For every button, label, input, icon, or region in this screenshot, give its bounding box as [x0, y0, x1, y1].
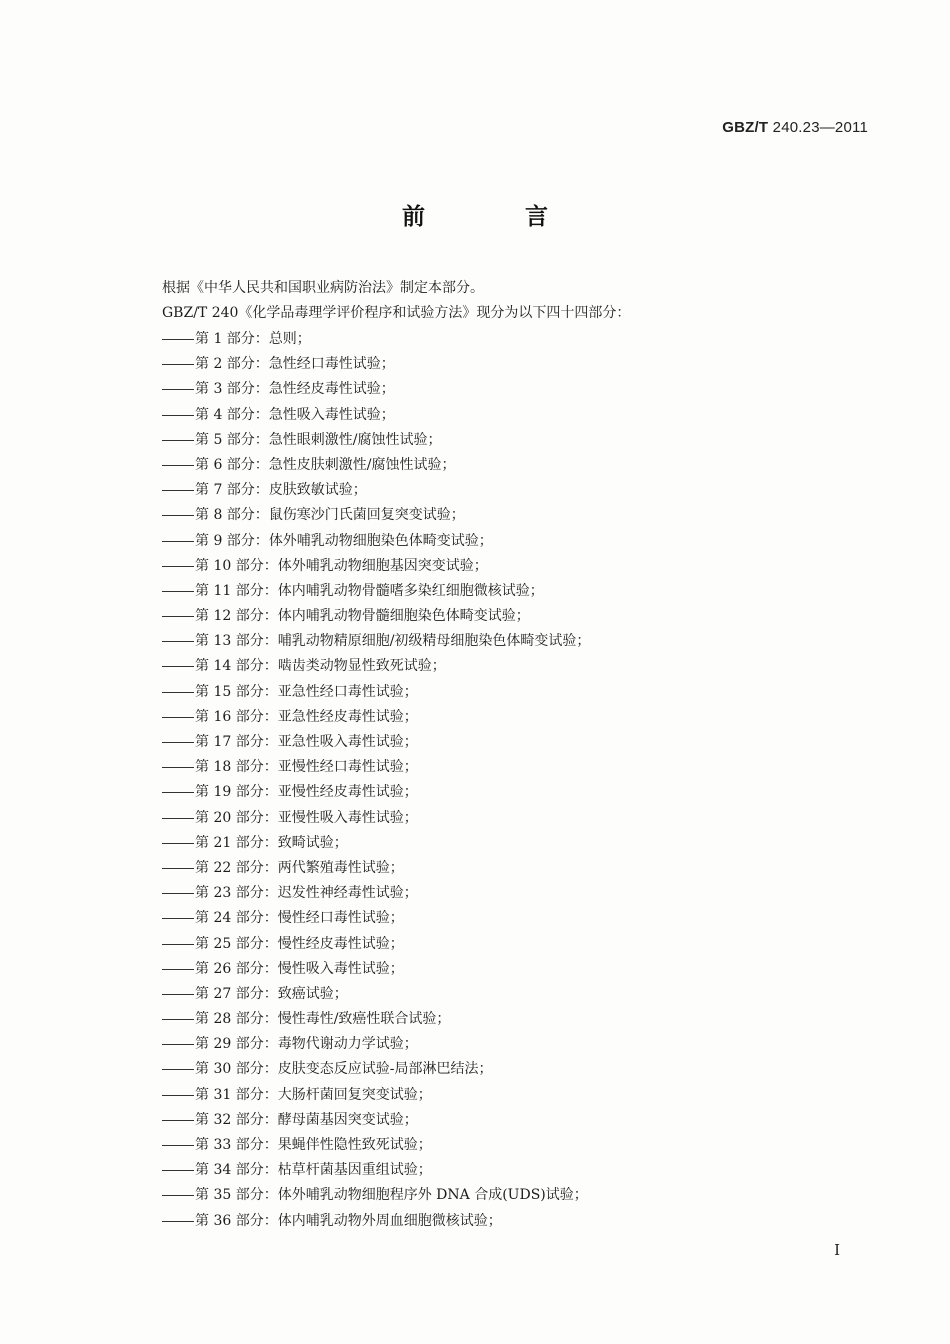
em-dash-rule: [162, 984, 194, 995]
em-dash-rule: [162, 934, 194, 945]
part-title: 急性眼刺激性/腐蚀性试验；: [268, 431, 442, 448]
list-item: [162, 984, 590, 1009]
list-item: [162, 1009, 590, 1034]
list-item: [162, 379, 590, 404]
part-label: 第 29 部分：: [195, 1036, 278, 1053]
part-label: 第 27 部分：: [195, 985, 278, 1002]
list-item: [162, 1034, 590, 1059]
part-title: 体外哺乳动物细胞染色体畸变试验；: [268, 532, 493, 549]
part-label: 第 15 部分：: [195, 683, 278, 700]
list-item: [162, 1135, 590, 1160]
part-title: 酵母菌基因突变试验；: [277, 1111, 418, 1128]
list-item: [162, 808, 590, 833]
part-label: 第 25 部分：: [195, 935, 278, 952]
em-dash-rule: [162, 1110, 194, 1121]
list-item: [162, 682, 590, 707]
list-item: [162, 480, 590, 505]
part-label: 第 19 部分：: [195, 784, 278, 801]
standard-number: 240.23—2011: [772, 119, 868, 136]
em-dash-rule: [162, 782, 194, 793]
em-dash-rule: [162, 833, 194, 844]
part-label: 第 34 部分：: [195, 1162, 278, 1179]
list-item: [162, 707, 590, 732]
em-dash-rule: [162, 732, 194, 743]
list-item: [162, 1185, 590, 1210]
part-label: 第 4 部分：: [195, 406, 269, 423]
part-title: 急性吸入毒性试验；: [268, 406, 395, 423]
em-dash-rule: [162, 1185, 194, 1196]
list-item: [162, 934, 590, 959]
part-label: 第 12 部分：: [195, 608, 278, 625]
part-title: 慢性吸入毒性试验；: [277, 960, 404, 977]
part-label: 第 36 部分：: [195, 1212, 278, 1229]
part-label: 第 35 部分：: [195, 1187, 278, 1204]
part-label: 第 18 部分：: [195, 759, 278, 776]
part-label: 第 1 部分：: [195, 331, 269, 347]
em-dash-rule: [162, 858, 194, 869]
part-label: 第 31 部分：: [195, 1086, 278, 1103]
part-title: 亚慢性经口毒性试验；: [277, 759, 418, 776]
em-dash-rule: [162, 908, 194, 919]
part-title: 慢性经口毒性试验；: [277, 910, 404, 927]
part-title: 哺乳动物精原细胞/初级精母细胞染色体畸变试验；: [277, 633, 591, 650]
em-dash-rule: [162, 606, 194, 617]
part-title: 体外哺乳动物细胞基因突变试验；: [277, 557, 488, 574]
part-label: 第 3 部分：: [195, 381, 269, 398]
part-title: 毒物代谢动力学试验；: [277, 1036, 418, 1053]
part-label: 第 24 部分：: [195, 910, 278, 927]
em-dash-rule: [162, 883, 194, 894]
list-item: [162, 329, 590, 354]
part-title: 慢性毒性/致癌性联合试验；: [277, 1011, 451, 1028]
list-item: [162, 581, 590, 606]
em-dash-rule: [162, 405, 194, 416]
part-title: 鼠伤寒沙门氏菌回复突变试验；: [268, 507, 465, 524]
list-item: [162, 405, 590, 430]
list-item: [162, 833, 590, 858]
em-dash-rule: [162, 531, 194, 542]
part-title: 枯草杆菌基因重组试验；: [277, 1162, 432, 1179]
em-dash-rule: [162, 556, 194, 567]
part-title: 体外哺乳动物细胞程序外 DNA 合成(UDS)试验；: [277, 1187, 588, 1204]
part-title: 亚急性吸入毒性试验；: [277, 734, 418, 750]
part-title: 慢性经皮毒性试验；: [277, 935, 404, 952]
em-dash-rule: [162, 379, 194, 390]
part-title: 两代繁殖毒性试验；: [277, 859, 404, 876]
em-dash-rule: [162, 707, 194, 718]
list-item: [162, 1110, 590, 1135]
em-dash-rule: [162, 581, 194, 592]
em-dash-rule: [162, 808, 194, 819]
part-label: 第 22 部分：: [195, 859, 278, 876]
part-title: 总则；: [268, 331, 311, 347]
page-number: I: [834, 1241, 840, 1259]
list-item: [162, 556, 590, 581]
part-label: 第 5 部分：: [195, 431, 269, 448]
part-label: 第 33 部分：: [195, 1137, 278, 1153]
em-dash-rule: [162, 1085, 194, 1096]
part-title: 致癌试验；: [277, 985, 348, 1002]
list-item: [162, 757, 590, 782]
part-title: 大肠杆菌回复突变试验；: [277, 1086, 432, 1103]
part-label: 第 2 部分：: [195, 356, 269, 373]
list-item: [162, 455, 590, 480]
list-item: [162, 656, 590, 681]
intro-line-2: GBZ/T 240《化学品毒理学评价程序和试验方法》现分为以下四十四部分：: [162, 305, 631, 321]
list-item: [162, 354, 590, 379]
list-item: [162, 782, 590, 807]
em-dash-rule: [162, 757, 194, 768]
list-item: [162, 858, 590, 883]
part-label: 第 14 部分：: [195, 658, 278, 675]
parts-list: [162, 329, 590, 1236]
list-item: [162, 505, 590, 530]
em-dash-rule: [162, 480, 194, 491]
part-title: 致畸试验；: [277, 834, 348, 851]
standard-prefix: GBZ/T: [722, 119, 769, 136]
list-item: [162, 631, 590, 656]
part-title: 皮肤变态反应试验-局部淋巴结法；: [277, 1061, 493, 1078]
em-dash-rule: [162, 1160, 194, 1171]
list-item: [162, 908, 590, 933]
part-label: 第 13 部分：: [195, 633, 278, 650]
part-title: 亚急性经皮毒性试验；: [277, 708, 418, 725]
em-dash-rule: [162, 1211, 194, 1222]
list-item: [162, 883, 590, 908]
part-label: 第 6 部分：: [195, 456, 269, 473]
em-dash-rule: [162, 354, 194, 365]
list-item: [162, 430, 590, 455]
part-label: 第 8 部分：: [195, 507, 269, 524]
part-label: 第 21 部分：: [195, 834, 278, 851]
part-label: 第 10 部分：: [195, 557, 278, 574]
em-dash-rule: [162, 959, 194, 970]
em-dash-rule: [162, 430, 194, 441]
part-title: 体内哺乳动物骨髓嗜多染红细胞微核试验；: [277, 582, 544, 599]
part-label: 第 30 部分：: [195, 1061, 278, 1078]
part-title: 亚急性经口毒性试验；: [277, 683, 418, 700]
em-dash-rule: [162, 1034, 194, 1045]
list-item: [162, 1059, 590, 1084]
part-label: 第 7 部分：: [195, 482, 269, 499]
part-label: 第 23 部分：: [195, 885, 278, 902]
part-title: 急性皮肤刺激性/腐蚀性试验；: [268, 456, 456, 473]
list-item: [162, 959, 590, 984]
part-title: 急性经口毒性试验；: [268, 356, 395, 373]
part-label: 第 17 部分：: [195, 734, 278, 750]
part-title: 皮肤致敏试验；: [268, 482, 367, 499]
part-title: 果蝇伴性隐性致死试验；: [277, 1137, 432, 1153]
em-dash-rule: [162, 505, 194, 516]
list-item: [162, 1211, 590, 1236]
part-title: 体内哺乳动物外周血细胞微核试验；: [277, 1212, 502, 1229]
part-label: 第 32 部分：: [195, 1111, 278, 1128]
part-title: 啮齿类动物显性致死试验；: [277, 658, 446, 675]
em-dash-rule: [162, 1009, 194, 1020]
list-item: [162, 1085, 590, 1110]
part-label: 第 20 部分：: [195, 809, 278, 826]
part-title: 急性经皮毒性试验；: [268, 381, 395, 398]
page-title: 前 言: [401, 203, 594, 230]
part-title: 迟发性神经毒性试验；: [277, 885, 418, 902]
part-label: 第 11 部分：: [195, 582, 278, 599]
intro-line-1: 根据《中华人民共和国职业病防治法》制定本部分。: [162, 280, 484, 296]
list-item: [162, 732, 590, 757]
list-item: [162, 606, 590, 631]
part-title: 亚慢性吸入毒性试验；: [277, 809, 418, 826]
em-dash-rule: [162, 631, 194, 642]
list-item: [162, 1160, 590, 1185]
em-dash-rule: [162, 1059, 194, 1070]
part-label: 第 28 部分：: [195, 1011, 278, 1028]
em-dash-rule: [162, 656, 194, 667]
em-dash-rule: [162, 682, 194, 693]
standard-code: [722, 119, 868, 136]
part-title: 体内哺乳动物骨髓细胞染色体畸变试验；: [277, 608, 530, 625]
part-label: 第 9 部分：: [195, 532, 269, 549]
part-title: 亚慢性经皮毒性试验；: [277, 784, 418, 801]
part-label: 第 26 部分：: [195, 960, 278, 977]
part-label: 第 16 部分：: [195, 708, 278, 725]
list-item: [162, 531, 590, 556]
em-dash-rule: [162, 455, 194, 466]
em-dash-rule: [162, 329, 194, 340]
em-dash-rule: [162, 1135, 194, 1146]
